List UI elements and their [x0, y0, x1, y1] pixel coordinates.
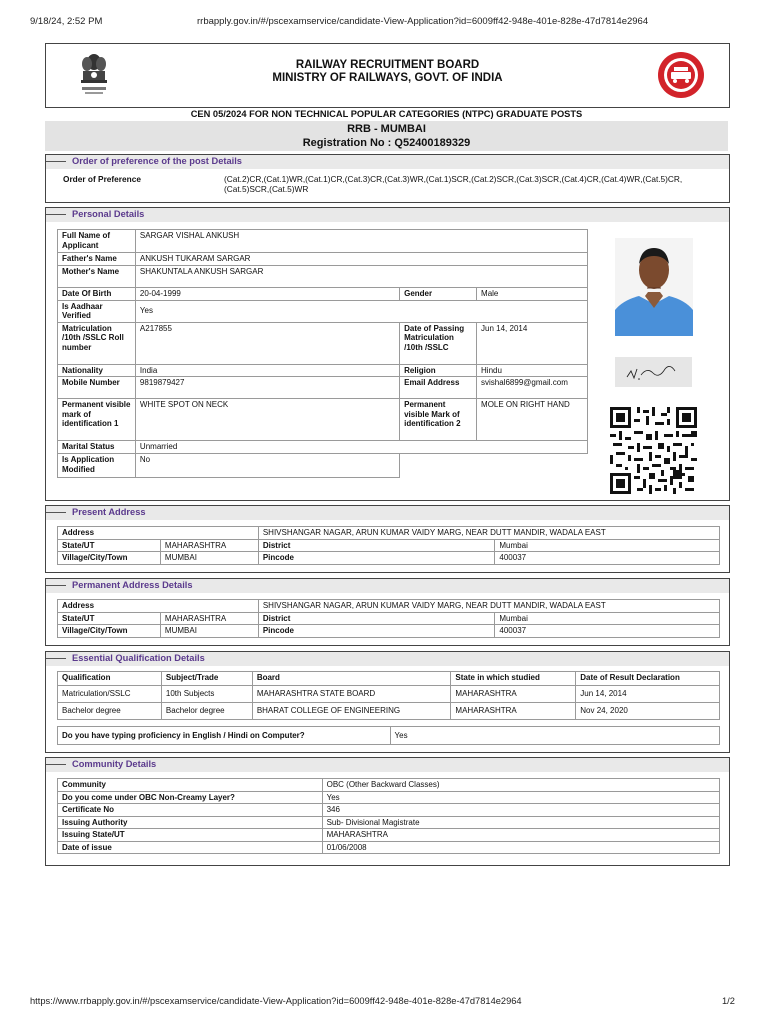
field-label: Mother's Name	[58, 265, 136, 287]
typing-proficiency-value: Yes	[390, 727, 719, 745]
section-header	[46, 506, 729, 520]
table-cell: MAHARASHTRA	[451, 686, 576, 703]
table-cell: Jun 14, 2014	[576, 686, 720, 703]
table-row	[58, 625, 720, 638]
rrb-name: RRB - MUMBAI	[347, 123, 426, 135]
personal-section	[45, 207, 730, 501]
field-label: Permanent visible mark of identification 1	[58, 399, 136, 441]
field-label: Mobile Number	[58, 377, 136, 399]
religion-value: Hindu	[477, 364, 588, 377]
identification-mark-1-value: WHITE SPOT ON NECK	[135, 399, 399, 441]
field-label: Address	[58, 527, 259, 540]
field-label: State/UT	[58, 612, 161, 625]
header-box	[45, 43, 730, 108]
field-label: Pincode	[258, 552, 495, 565]
issuing-authority-value: Sub- Divisional Magistrate	[322, 816, 719, 829]
qr-code-icon	[609, 407, 698, 494]
section-title: Personal Details	[72, 209, 145, 219]
section-header	[46, 155, 729, 169]
section-header	[46, 758, 729, 772]
table-row	[58, 539, 720, 552]
print-footer-url: https://www.rrbapply.gov.in/#/pscexamservice/candidate-View-Application?id=6009ff42-948e-401e-828e-47d7814e2964	[30, 996, 522, 1006]
field-label: Date Of Birth	[58, 287, 136, 300]
application-modified-value: No	[135, 454, 399, 478]
permanent-state-value: MAHARASHTRA	[160, 612, 258, 625]
table-row	[58, 322, 588, 364]
qualification-table	[57, 671, 720, 720]
registration-number: Registration No : Q52400189329	[302, 137, 471, 149]
table-row	[58, 727, 720, 745]
section-header	[46, 208, 729, 222]
table-row	[58, 253, 588, 266]
preference-label: Order of Preference	[63, 174, 141, 184]
field-label: District	[258, 539, 495, 552]
table-row	[58, 779, 720, 792]
table-row	[58, 791, 720, 804]
table-row	[58, 841, 720, 854]
issuing-state-value: MAHARASHTRA	[322, 829, 719, 842]
present-village-value: MUMBAI	[160, 552, 258, 565]
permanent-pincode-value: 400037	[495, 625, 720, 638]
community-section	[45, 757, 730, 866]
table-row	[58, 300, 588, 322]
table-cell: BHARAT COLLEGE OF ENGINEERING	[252, 703, 451, 720]
section-title: Order of preference of the post Details	[72, 156, 242, 166]
section-title: Permanent Address Details	[72, 580, 193, 590]
field-label: Is Aadhaar Verified	[58, 300, 136, 322]
field-label: Date of Passing Matriculation /10th /SSLC	[400, 322, 477, 364]
table-row	[58, 399, 588, 441]
section-title: Present Address	[72, 507, 146, 517]
present-state-value: MAHARASHTRA	[160, 539, 258, 552]
permanent-village-value: MUMBAI	[160, 625, 258, 638]
field-label: Gender	[400, 287, 477, 300]
field-label: Matriculation /10th /SSLC Roll number	[58, 322, 136, 364]
board-title: RAILWAY RECRUITMENT BOARD	[295, 59, 480, 71]
table-row	[58, 816, 720, 829]
field-label: Issuing Authority	[58, 816, 323, 829]
table-row	[58, 265, 588, 287]
field-label: Email Address	[400, 377, 477, 399]
table-row	[58, 686, 720, 703]
section-title: Community Details	[72, 759, 157, 769]
certificate-number-value: 346	[322, 804, 719, 817]
permanent-address-table	[57, 599, 720, 638]
field-label: Village/City/Town	[58, 625, 161, 638]
field-label: Issuing State/UT	[58, 829, 323, 842]
table-cell: Bachelor degree	[58, 703, 162, 720]
table-row	[58, 527, 720, 540]
typing-table	[57, 726, 720, 745]
present-address-value: SHIVSHANGAR NAGAR, ARUN KUMAR VAIDY MARG, NEAR DUTT MANDIR, WADALA EAST	[258, 527, 719, 540]
ministry-title: MINISTRY OF RAILWAYS, GOVT. OF INDIA	[272, 72, 503, 84]
permanent-address-value: SHIVSHANGAR NAGAR, ARUN KUMAR VAIDY MARG, NEAR DUTT MANDIR, WADALA EAST	[258, 600, 719, 613]
table-header-row	[58, 672, 720, 686]
table-row	[58, 230, 588, 253]
field-label: Father's Name	[58, 253, 136, 266]
present-pincode-value: 400037	[495, 552, 720, 565]
field-label: Address	[58, 600, 259, 613]
field-label: State/UT	[58, 539, 161, 552]
preference-section	[45, 154, 730, 203]
applicant-photo	[615, 238, 693, 336]
column-header: State in which studied	[451, 672, 576, 686]
column-header: Qualification	[58, 672, 162, 686]
table-row	[58, 600, 720, 613]
gender-value: Male	[477, 287, 588, 300]
table-row	[58, 377, 588, 399]
mobile-value: 9819879427	[135, 377, 399, 399]
field-label: Is Application Modified	[58, 454, 136, 478]
present-address-section	[45, 505, 730, 573]
section-header	[46, 652, 729, 666]
field-label: Full Name of Applicant	[58, 230, 136, 253]
table-row	[58, 804, 720, 817]
field-label: District	[258, 612, 495, 625]
table-row	[58, 364, 588, 377]
applicant-signature	[615, 357, 692, 387]
qualification-section	[45, 651, 730, 753]
nationality-value: India	[135, 364, 399, 377]
mother-name-value: SHAKUNTALA ANKUSH SARGAR	[135, 265, 587, 287]
field-label: Pincode	[258, 625, 495, 638]
field-label: Certificate No	[58, 804, 323, 817]
column-header: Date of Result Declaration	[576, 672, 720, 686]
modified-table	[57, 453, 400, 478]
marital-status-value: Unmarried	[135, 441, 587, 454]
dob-value: 20-04-1999	[135, 287, 399, 300]
field-label: Nationality	[58, 364, 136, 377]
print-page-number: 1/2	[722, 996, 735, 1006]
column-header: Board	[252, 672, 451, 686]
table-cell: MAHARASHTRA STATE BOARD	[252, 686, 451, 703]
table-row	[58, 441, 588, 454]
notice-title: CEN 05/2024 FOR NON TECHNICAL POPULAR CATEGORIES (NTPC) GRADUATE POSTS	[190, 109, 583, 119]
table-row	[58, 829, 720, 842]
present-district-value: Mumbai	[495, 539, 720, 552]
field-label: Date of issue	[58, 841, 323, 854]
table-cell: MAHARASHTRA	[451, 703, 576, 720]
table-cell: Bachelor degree	[161, 703, 252, 720]
personal-table	[57, 229, 588, 454]
preference-value: (Cat.2)CR,(Cat.1)WR,(Cat.1)CR,(Cat.3)CR,(Cat.3)WR,(Cat.1)SCR,(Cat.2)SCR,(Cat.3)SCR,(Cat.4)CR,(Cat.4)WR,(Cat.5)CR,(Cat.5)SCR,(Cat.5)WR	[224, 174, 683, 194]
print-datetime: 9/18/24, 2:52 PM	[30, 16, 103, 27]
permanent-address-section	[45, 578, 730, 646]
table-row	[58, 454, 400, 478]
column-header: Subject/Trade	[161, 672, 252, 686]
field-label: Community	[58, 779, 323, 792]
permanent-district-value: Mumbai	[495, 612, 720, 625]
section-header	[46, 579, 729, 593]
email-value: svishal6899@gmail.com	[477, 377, 588, 399]
field-label: Village/City/Town	[58, 552, 161, 565]
table-row	[58, 552, 720, 565]
table-cell: Nov 24, 2020	[576, 703, 720, 720]
aadhaar-value: Yes	[135, 300, 587, 322]
table-row	[58, 703, 720, 720]
community-value: OBC (Other Backward Classes)	[322, 779, 719, 792]
field-label: Do you have typing proficiency in English / Hindi on Computer?	[58, 727, 391, 745]
father-name-value: ANKUSH TUKARAM SARGAR	[135, 253, 587, 266]
identification-mark-2-value: MOLE ON RIGHT HAND	[477, 399, 588, 441]
present-address-table	[57, 526, 720, 565]
table-cell: 10th Subjects	[161, 686, 252, 703]
table-row	[58, 287, 588, 300]
table-row	[58, 612, 720, 625]
table-cell: Matriculation/SSLC	[58, 686, 162, 703]
community-table	[57, 778, 720, 854]
registration-banner	[45, 121, 728, 151]
print-url: rrbapply.gov.in/#/pscexamservice/candidate-View-Application?id=6009ff42-948e-401e-828e-47d7814e2964	[197, 16, 649, 27]
full-name-value: SARGAR VISHAL ANKUSH	[135, 230, 587, 253]
non-creamy-layer-value: Yes	[322, 791, 719, 804]
date-of-issue-value: 01/06/2008	[322, 841, 719, 854]
field-label: Religion	[400, 364, 477, 377]
field-label: Permanent visible Mark of identification 2	[400, 399, 477, 441]
section-title: Essential Qualification Details	[72, 653, 205, 663]
field-label: Marital Status	[58, 441, 136, 454]
indian-railways-logo-icon	[657, 51, 705, 99]
matric-date-value: Jun 14, 2014	[477, 322, 588, 364]
matric-roll-value: A217855	[135, 322, 399, 364]
field-label: Do you come under OBC Non-Creamy Layer?	[58, 791, 323, 804]
